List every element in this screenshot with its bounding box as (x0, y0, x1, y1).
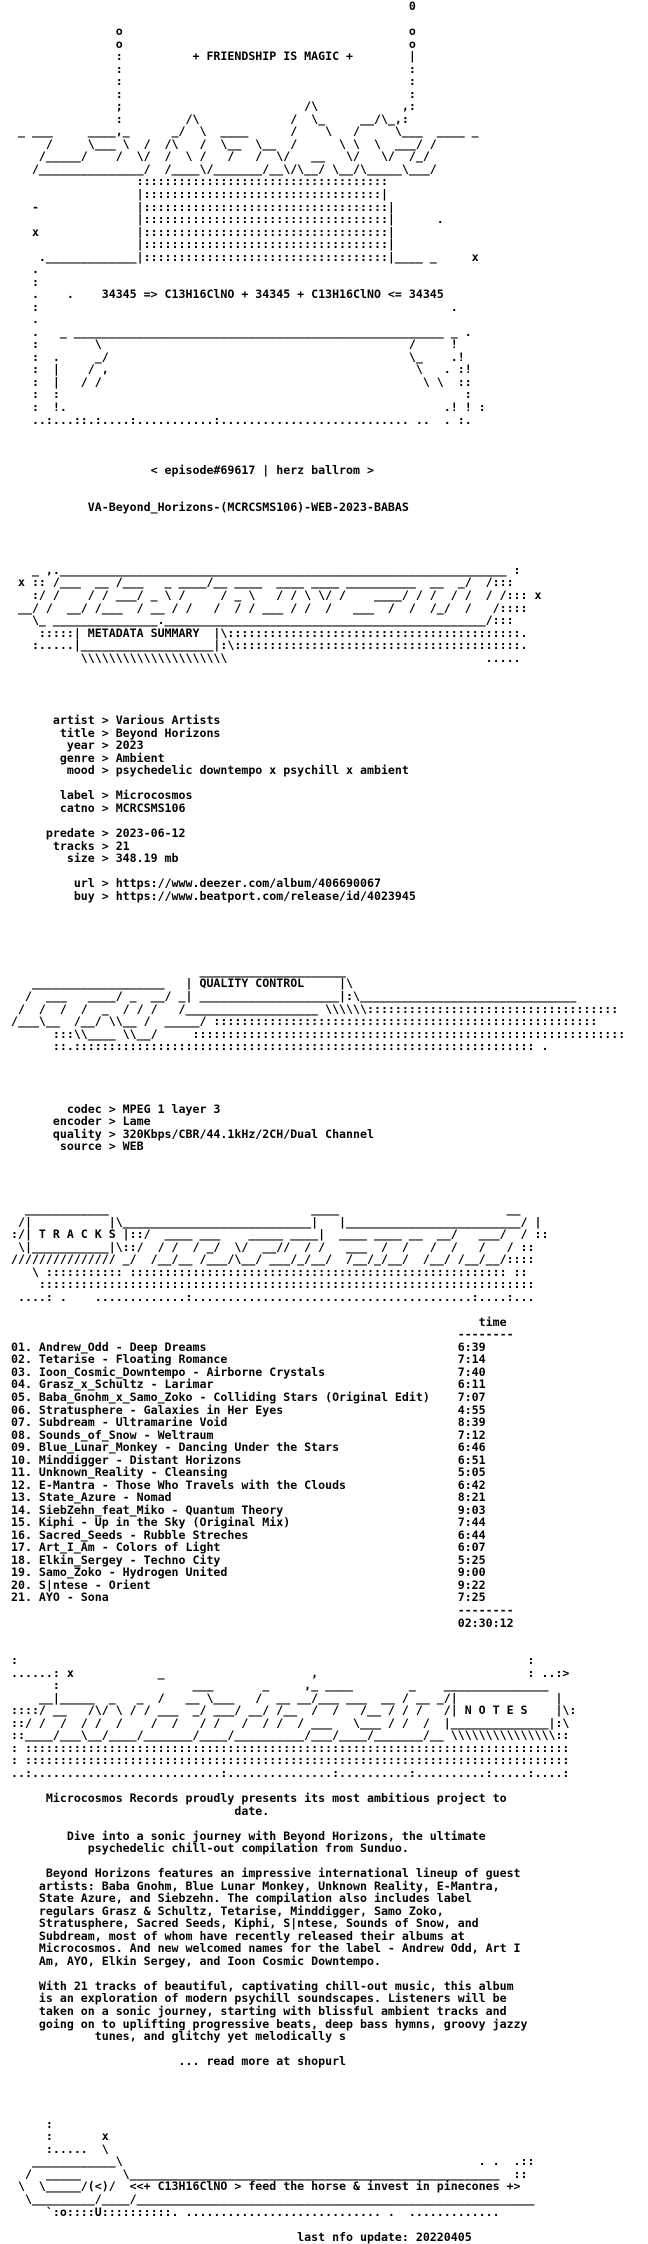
nfo-line: o o (11, 36, 416, 51)
notes-text-line: ... read more at shopurl (11, 2054, 347, 2069)
nfo-line: / / / / _ / / / /___________________ \\\\\\:::::::::::::::::::::::::::::::::::: (11, 1001, 619, 1016)
tracklist-time-header: time (11, 1314, 507, 1329)
notes-banner-line: ::::/ __ /\/ \ / / ___ _/ ___/ __/ /__ / / /__ / / / /| N O T E S |\: (11, 1703, 577, 1718)
track-row: 06. Stratusphere - Galaxies in Her Eyes 4:55 (11, 1402, 486, 1417)
nfo-line: /_______________/ /____\/_______/__\/\__/ \__/\_____\___/ (11, 161, 437, 176)
notes-text-line: State Azure, and Siebzehn. The compilation also includes label (11, 1891, 472, 1906)
nfo-line: _____________________ (11, 963, 347, 978)
nfo-line: :::::::::::::::::::::::::::::::::::: (11, 174, 388, 189)
track-row: 18. Elkin_Sergey - Techno City 5:25 (11, 1552, 486, 1567)
nfo-line: < episode#69617 | herz ballrom > (11, 462, 374, 477)
nfo-line: /_____/ / \/ / \ / / / \/ __ \/ \/ /_/ (11, 149, 430, 164)
nfo-line: title > Beyond Horizons (11, 725, 221, 740)
nfo-line: ::::::::::::::::::::::::::::::::::::::::::::::::::::::::::::::::::::::: (11, 1277, 535, 1292)
nfo-line: encoder > Lame (11, 1114, 151, 1129)
nfo-line: ; /\ ,: (11, 99, 416, 114)
track-row: 17. Art_I_Am - Colors of Light 6:07 (11, 1540, 486, 1555)
notes-text-line: With 21 tracks of beautiful, captivating chill-out music, this album (11, 1978, 514, 1993)
track-row: 01. Andrew_Odd - Deep Dreams 6:39 (11, 1339, 486, 1354)
nfo-line: :/| T R A C K S |::/ ____ ___ _____ ____| ____ ____ __ __/ ___/ / :: (11, 1227, 549, 1242)
nfo-line: . _ _____________________________________________________ _ . (11, 324, 472, 339)
nfo-line: - |:::::::::::::::::::::::::::::::::::| (11, 199, 395, 214)
track-row: 13. State_Azure - Nomad 8:21 (11, 1490, 486, 1505)
nfo-line: \ ::::::::::: :::::::::::::::::::::::::::::::::::::::::::::::::::::: :: (11, 1264, 528, 1279)
notes-text-line: regulars Grasz & Schultz, Tetarise, Minddigger, Samo Zoko, (11, 1903, 444, 1918)
nfo-line: : /\ / \_ __/\_,: (11, 111, 409, 126)
notes-banner-line: ......: x _ , : ..:> (11, 1665, 570, 1680)
nfo-line: 0 (11, 0, 416, 13)
track-row: 19. Samo_Zoko - Hydrogen United 9:00 (11, 1565, 486, 1580)
track-row: 07. Subdream - Ultramarine Void 8:39 (11, 1415, 486, 1430)
track-row: 16. Sacred_Seeds - Rubble Streches 6:44 (11, 1527, 486, 1542)
notes-text-line: taken on a sonic journey, starting with blissful ambient tracks and (11, 2004, 507, 2018)
track-row: 14. SiebZehn_feat_Miko - Quantum Theory 9:03 (11, 1502, 486, 1517)
nfo-line: :/ / / / ___/ _ \ / / _ \ / / \ \/ / ____/ / / / / / /::: x (11, 587, 542, 602)
notes-text-line: Dive into a sonic journey with Beyond Horizons, the ultimate (11, 1828, 486, 1843)
nfo-line: o o (11, 24, 416, 39)
track-row: 08. Sounds_of_Snow - Weltraum 7:12 (11, 1427, 486, 1442)
notes-banner-line: __|_____ _ _ / __ \___ / __ __/___ ___ __ / __ _/| | (11, 1690, 563, 1705)
nfo-line: / ___ ____/ _ __/ _| ____________________|:\_______________________________ (11, 988, 577, 1003)
nfo-line: ____________ ____ __ (11, 1202, 521, 1216)
nfo-line: url > https://www.deezer.com/album/406690067 (11, 876, 381, 891)
track-row: 20. S|ntese - Orient 9:22 (11, 1577, 486, 1592)
footer-line: :..... \ (11, 2141, 109, 2156)
nfo-line: ..:...::.:....:...........:........................... .. . :. (11, 412, 472, 427)
notes-banner-line: : :::::::::::::::::::::::::::::::::::::::::::::::::::::::::::::::::::::::::::::: (11, 1740, 570, 1755)
nfo-line: |::::::::::::::::::::::::::::::::::| (11, 186, 388, 201)
nfo-line: : | / , \ . :! (11, 362, 472, 377)
nfo-line: __/ / __/ /___ / __ / / / / / ___ / / / ___ / / /_/ / /:::: (11, 600, 528, 615)
track-row: 02. Tetarise - Floating Romance 7:14 (11, 1352, 486, 1367)
nfo-line: ._____________|:::::::::::::::::::::::::::::::::::|____ _ x (11, 249, 479, 264)
track-row: 04. Grasz_x_Schultz - Larimar 6:11 (11, 1377, 486, 1392)
nfo-line: \|___________|\::/ / / / _/ \/ __// / / ___ / / / / / / :: (11, 1239, 535, 1254)
track-row: 10. Minddigger - Distant Horizons 6:51 (11, 1452, 486, 1467)
nfo-line: x :: /___ __ /___ _ ____/__ ____ ____ ____ __________ __ _/ /::: (11, 575, 514, 590)
nfo-line: size > 348.19 mb (11, 851, 179, 866)
nfo-line: |:::::::::::::::::::::::::::::::::::| . (11, 212, 444, 227)
tracklist-rule: -------- (11, 1603, 514, 1617)
notes-text-line: Subdream, most of whom have recently released their albums at (11, 1928, 465, 1943)
nfo-line: ....: . .............:........................................:....:... (11, 1289, 535, 1304)
notes-text-line: is an exploration of modern psychill soundscapes. Listeners will be (11, 1991, 507, 2006)
nfo-line: : : (11, 86, 416, 101)
notes-text-line: going on to uplifting progressive beats, deep bass hymns, groovy jazzy (11, 2016, 528, 2031)
nfo-line: /////////////// _/ /__/__ /___/\__/ ___/_/__/ /__/_/__/ /__/ /__/__/:::: (11, 1252, 535, 1267)
nfo-line: ___________________ | QUALITY CONTROL |\ (11, 976, 354, 991)
notes-banner-line: ::____/___\__/____/_______/____/__________/___/____/_______/__ \\\\\\\\\\\\\\\:: (11, 1728, 570, 1743)
tracklist-rule: -------- (11, 1327, 514, 1342)
nfo-line: \_ _______________.______________________________________________/::: (11, 613, 514, 628)
nfo-line: quality > 320Kbps/CBR/44.1kHz/2CH/Dual Channel (11, 1126, 374, 1141)
nfo-line: genre > Ambient (11, 750, 165, 765)
tracklist-total: 02:30:12 (11, 1615, 514, 1630)
notes-text-line: Microcosmos Records proudly presents its most ambitious project to (11, 1790, 507, 1805)
notes-banner-line: ::/ / / / / / / / / / / / / / ___ \___ / / / |______________|:\ (11, 1715, 570, 1730)
nfo-line: artist > Various Artists (11, 713, 221, 728)
nfo-line: . . 34345 => C13H16ClNO + 34345 + C13H16ClNO <= 34345 (11, 287, 444, 302)
notes-text-line: Stratusphere, Sacred Seeds, Kiphi, S|ntese, Sounds of Snow, and (11, 1916, 479, 1931)
nfo-line: source > WEB (11, 1139, 144, 1154)
nfo-line: /___\__ /__/ \\__ / _____/ ::::::::::::::::::::::::::::::::::::::::::::::::::::::: (11, 1014, 598, 1029)
nfo-line: : . (11, 299, 458, 314)
notes-text-line: Am, AYO, Elkin Sergey, and Ioon Cosmic Downtempo. (11, 1953, 381, 1968)
footer-line: `:o::::U::::::::::. ............................ . ............. (11, 2204, 500, 2219)
track-row: 21. AYO - Sona 7:25 (11, 1590, 486, 1605)
notes-banner-line: : :::::::::::::::::::::::::::::::::::::::::::::::::::::::::::::::::::::::::::::: (11, 1753, 570, 1768)
track-row: 09. Blue_Lunar_Monkey - Dancing Under the Stars 6:46 (11, 1440, 486, 1455)
nfo-line: :.....|___________________|:\:::::::::::::::::::::::::::::::::::::::::. (11, 638, 528, 653)
notes-text-line: psychedelic chill-out compilation from Sunduo. (11, 1841, 409, 1856)
nfo-line: VA-Beyond_Horizons-(MCRCSMS106)-WEB-2023-BABAS (11, 500, 409, 515)
track-row: 15. Kiphi - Up in the Sky (Original Mix) 7:44 (11, 1515, 486, 1530)
footer-line: \_________/____/_________________________________________________________ (11, 2191, 535, 2206)
footer-line: last nfo update: 20220405 (11, 2229, 472, 2244)
nfo-line: /| |\___________________________| |_________________________/ | (11, 1214, 542, 1229)
nfo-line: / \___ \ / /\ / \__ \__ / \ \ \ ___/ / (11, 136, 437, 151)
notes-text-line: artists: Baba Gnohm, Blue Lunar Monkey, Unknown Reality, E-Mantra, (11, 1878, 500, 1893)
nfo-line: :::::| METADATA SUMMARY |\::::::::::::::::::::::::::::::::::::::::::. (11, 625, 528, 640)
footer-line: / _____ \_____________________________________________________ :: (11, 2166, 528, 2181)
track-row: 03. Ioon_Cosmic_Downtempo - Airborne Crystals 7:40 (11, 1364, 486, 1379)
nfo-line: . (11, 262, 39, 277)
nfo-line: : (11, 274, 39, 289)
footer-line: ____________\ . . .:: (11, 2154, 535, 2169)
nfo-line: _ ,.________________________________________________________________ : (11, 562, 521, 577)
nfo-line: catno > MCRCSMS106 (11, 801, 186, 815)
notes-text-line: date. (11, 1803, 270, 1818)
track-row: 05. Baba_Gnohm_x_Samo_Zoko - Colliding Stars (Original Edit) 7:07 (11, 1389, 486, 1404)
nfo-line: \\\\\\\\\\\\\\\\\\\\\ ..... (11, 650, 521, 665)
track-row: 12. E-Mantra - Those Who Travels with the Clouds 6:42 (11, 1477, 486, 1492)
notes-text-line: tunes, and glitchy yet melodically s (11, 2029, 347, 2044)
nfo-line: :::\\____ \\__/ :::::::::::::::::::::::::::::::::::::::::::::::::::::::::::::: (11, 1026, 626, 1041)
footer-line: : x (11, 2129, 109, 2144)
nfo-line: x |:::::::::::::::::::::::::::::::::::| (11, 224, 395, 239)
nfo-line: predate > 2023-06-12 (11, 826, 186, 841)
nfo-line: |:::::::::::::::::::::::::::::::::::| (11, 237, 395, 252)
nfo-line: . (11, 312, 39, 327)
footer-line: \ \_____/(<)/ <<+ C13H16ClNO > feed the horse & invest in pinecones +> (11, 2179, 521, 2194)
notes-text-line: Microcosmos. And new welcomed names for the label - Andrew Odd, Art I (11, 1941, 521, 1956)
nfo-line: : \ / ! (11, 337, 458, 352)
nfo-line: tracks > 21 (11, 838, 130, 853)
nfo-line: : : (11, 74, 416, 89)
footer-line: : (11, 2116, 53, 2131)
nfo-line: label > Microcosmos (11, 788, 193, 803)
nfo-line: : : (11, 61, 416, 76)
notes-text-line: Beyond Horizons features an impressive international lineup of guest (11, 1866, 521, 1881)
nfo-line: : | / / \ \ :: (11, 374, 472, 389)
notes-banner-line: ..:...........................:...............:..........:..........:.....:....: (11, 1765, 570, 1780)
nfo-line: : . _/ \_ .! (11, 349, 465, 364)
nfo-line: : + FRIENDSHIP IS MAGIC + | (11, 49, 416, 64)
nfo-line: mood > psychedelic downtempo x psychill x ambient (11, 763, 409, 778)
nfo-line: ::.:::::::::::::::::::::::::::::::::::::::::::::::::::::::::::::::::: . (11, 1039, 549, 1054)
nfo-line: codec > MPEG 1 layer 3 (11, 1101, 221, 1116)
nfo-line: year > 2023 (11, 738, 144, 753)
nfo-line: : !. .! ! : (11, 400, 486, 414)
nfo-line: _ ___ ____,_ _/ \ ____ / \ / \___ ____ _ (11, 124, 479, 139)
nfo-line: buy > https://www.beatport.com/release/id/4023945 (11, 888, 416, 903)
track-row: 11. Unknown_Reality - Cleansing 5:05 (11, 1465, 486, 1480)
notes-banner-line: : ___ _ ,_ ____ _ _______________ (11, 1678, 549, 1693)
notes-banner-line: : : (11, 1653, 535, 1668)
nfo-line: : : : (11, 387, 472, 402)
